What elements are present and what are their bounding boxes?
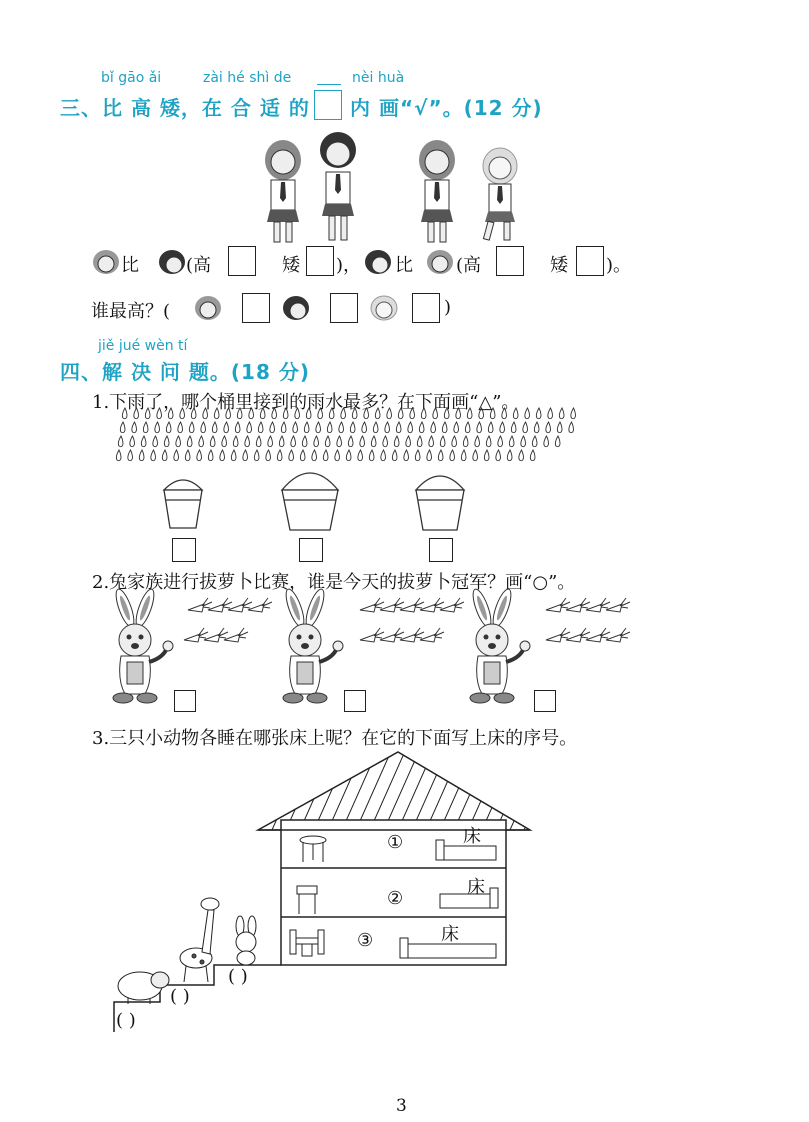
- floor-bed-label-3: 床: [441, 924, 459, 945]
- pinyin-bigaoai: bǐ gāo ǎi: [101, 70, 162, 86]
- answer-paren-sheep[interactable]: ( ): [116, 1010, 136, 1031]
- row1-ai: 矮: [282, 255, 300, 276]
- section3-title-b: 内 画“√”。(12 分): [350, 96, 543, 120]
- floor-bed-label-2: 床: [467, 877, 485, 898]
- question-3: 3.三只小动物各睡在哪张床上呢？在它的下面写上床的序号。: [92, 728, 578, 749]
- row1-bi: 比: [121, 255, 139, 276]
- floor-bed-label-1: 床: [463, 826, 481, 847]
- giraffe-icon: [180, 898, 219, 982]
- section3-title-a: 三、比 高 矮，在 合 适 的: [60, 96, 310, 120]
- question-2: 2.兔家族进行拔萝卜比赛，谁是今天的拔萝卜冠军？画“○”。: [92, 572, 576, 593]
- row1-gao2: (高: [456, 255, 482, 276]
- answer-paren-bunny[interactable]: ( ): [228, 966, 248, 987]
- row1-end: )。: [606, 255, 632, 276]
- row1-gao: (高: [186, 255, 212, 276]
- bunny-icon: [236, 916, 256, 965]
- pinyin-neihua: nèi huà: [352, 70, 405, 86]
- row2-end: ): [444, 297, 452, 318]
- row1-bi2: 比: [395, 255, 413, 276]
- roof: [258, 752, 530, 830]
- floor-number-2: ②: [387, 888, 404, 909]
- row1-ai2: 矮: [550, 255, 568, 276]
- row1-sep: )，: [336, 255, 362, 276]
- section4-title: 四、解 决 问 题。(18 分): [60, 360, 310, 384]
- answer-paren-giraffe[interactable]: ( ): [170, 986, 190, 1007]
- sheep-icon: [118, 972, 169, 1004]
- page-number: 3: [396, 1096, 407, 1116]
- row2-question: 谁最高？(: [91, 301, 171, 322]
- floor-number-3: ③: [357, 930, 374, 951]
- floor-number-1: ①: [387, 832, 404, 853]
- pinyin-jiejuewenti: jiě jué wèn tí: [98, 338, 188, 354]
- question-1: 1.下雨了，哪个桶里接到的雨水最多？在下面画“△”。: [92, 392, 520, 413]
- pinyin-zaiheshide: zài hé shì de: [203, 70, 292, 86]
